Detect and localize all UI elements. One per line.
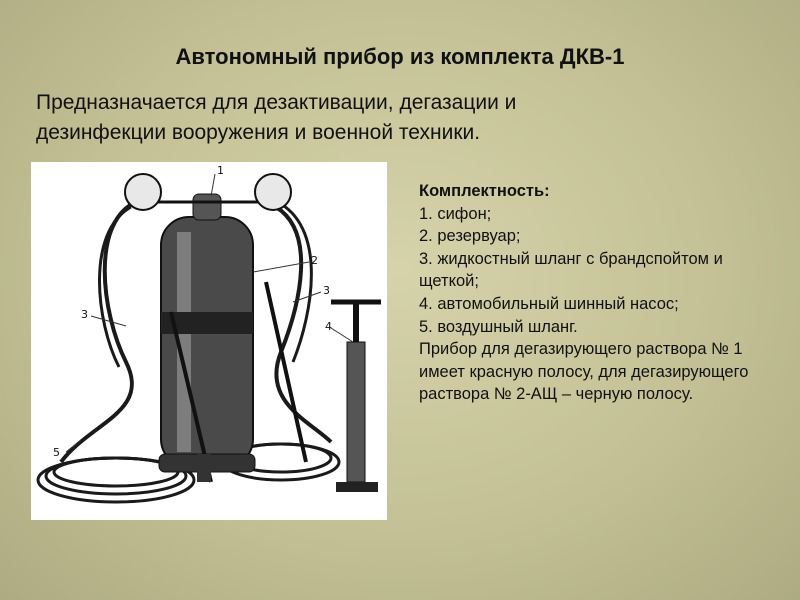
callout-2: 2 xyxy=(311,254,318,267)
contents-item: 3. жидкостный шланг с брандспойтом и щеткой; xyxy=(419,249,723,291)
pump-rod xyxy=(353,302,359,342)
pump-cylinder xyxy=(347,342,365,482)
callout-1: 1 xyxy=(217,164,224,177)
pump-foot xyxy=(336,482,378,492)
right-gauge xyxy=(255,174,291,210)
callout-5: 5 xyxy=(53,446,60,459)
contents-item: 2. резервуар; xyxy=(419,227,521,246)
stripe-note: Прибор для дегазирующего раствора № 1 имеет красную полосу, для дегазирующего раствора № 2-АЩ – черную полосу. xyxy=(419,340,749,404)
contents-list xyxy=(419,203,779,339)
intro-line: Предназначается для дезактивации, дегазации и xyxy=(36,91,517,114)
tank-body xyxy=(161,217,253,467)
lance xyxy=(266,282,306,462)
left-gauge xyxy=(125,174,161,210)
contents-panel xyxy=(419,180,779,406)
contents-item: 1. сифон; xyxy=(419,204,492,223)
intro-text xyxy=(36,88,776,148)
callout-3-left: 3 xyxy=(81,308,88,321)
contents-heading: Комплектность: xyxy=(419,182,550,200)
callout-3-right: 3 xyxy=(323,284,330,297)
intro-line: дезинфекции вооружения и военной техники. xyxy=(36,121,481,144)
device-drawing xyxy=(31,162,387,520)
contents-item: 5. воздушный шланг. xyxy=(419,317,578,336)
callout-4: 4 xyxy=(325,320,332,333)
siphon-head xyxy=(193,194,221,220)
liquid-hose xyxy=(276,207,331,442)
slide-title: Автономный прибор из комплекта ДКВ-1 xyxy=(175,44,625,69)
lance-brush xyxy=(197,454,211,482)
air-hose xyxy=(61,202,136,462)
contents-item: 4. автомобильный шинный насос; xyxy=(419,294,679,313)
device-illustration xyxy=(31,162,387,520)
